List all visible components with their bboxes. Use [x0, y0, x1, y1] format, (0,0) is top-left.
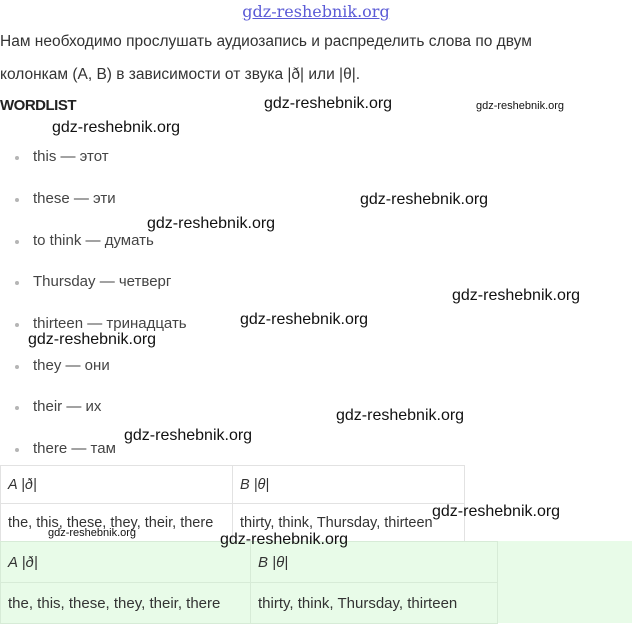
word-entry: their — их: [33, 398, 102, 415]
column-b-header: B |θ|: [251, 542, 498, 583]
watermark-text: gdz-reshebnik.org: [52, 119, 181, 136]
watermark-text: gdz-reshebnik.org: [336, 407, 465, 424]
watermark-text: gdz-reshebnik.org: [48, 527, 137, 539]
column-a-header: A |ð|: [1, 466, 233, 504]
word-entry: these — эти: [33, 190, 116, 207]
column-a-words: the, this, these, they, their, there: [1, 504, 233, 542]
bullet-icon: [15, 281, 19, 285]
column-b-header: B |θ|: [233, 466, 465, 504]
watermark-text: gdz-reshebnik.org: [452, 287, 581, 304]
table-header-row: [1, 466, 465, 504]
intro-line-1: Нам необходимо прослушать аудиозапись и распределить слова по двум: [0, 33, 532, 50]
watermark-text: gdz-reshebnik.org: [124, 427, 253, 444]
watermark-text: gdz-reshebnik.org: [220, 531, 349, 548]
watermark-text: gdz-reshebnik.org: [432, 503, 561, 520]
intro-line-2: колонкам (A, B) в зависимости от звука |ð| или |θ|.: [0, 66, 361, 83]
site-header-link[interactable]: gdz-reshebnik.org: [242, 2, 390, 21]
watermark-text: gdz-reshebnik.org: [147, 215, 276, 232]
watermark-text: gdz-reshebnik.org: [28, 331, 157, 348]
column-a-header: A |ð|: [1, 542, 251, 583]
column-b-words: thirty, think, Thursday, thirteen: [251, 583, 498, 624]
word-entry: this — этот: [33, 148, 109, 165]
bullet-icon: [15, 365, 19, 369]
watermark-text: gdz-reshebnik.org: [476, 100, 565, 112]
wordlist-title: WORDLIST: [0, 97, 76, 114]
word-entry: Thursday — четверг: [33, 273, 172, 290]
column-b-words: thirty, think, Thursday, thirteen: [233, 504, 465, 542]
bullet-icon: [15, 240, 19, 244]
column-a-words: the, this, these, they, their, there: [1, 583, 251, 624]
table-row: [1, 583, 498, 624]
bullet-icon: [15, 156, 19, 160]
word-entry: thirteen — тринадцать: [33, 315, 187, 332]
watermark-text: gdz-reshebnik.org: [264, 95, 393, 112]
bullet-icon: [15, 448, 19, 452]
watermark-text: gdz-reshebnik.org: [240, 311, 369, 328]
word-entry: to think — думать: [33, 232, 154, 249]
word-entry: there — там: [33, 440, 116, 457]
watermark-text: gdz-reshebnik.org: [360, 191, 489, 208]
bullet-icon: [15, 406, 19, 410]
bullet-icon: [15, 323, 19, 327]
answer-table-2: [0, 541, 498, 624]
word-entry: they — они: [33, 357, 110, 374]
bullet-icon: [15, 198, 19, 202]
